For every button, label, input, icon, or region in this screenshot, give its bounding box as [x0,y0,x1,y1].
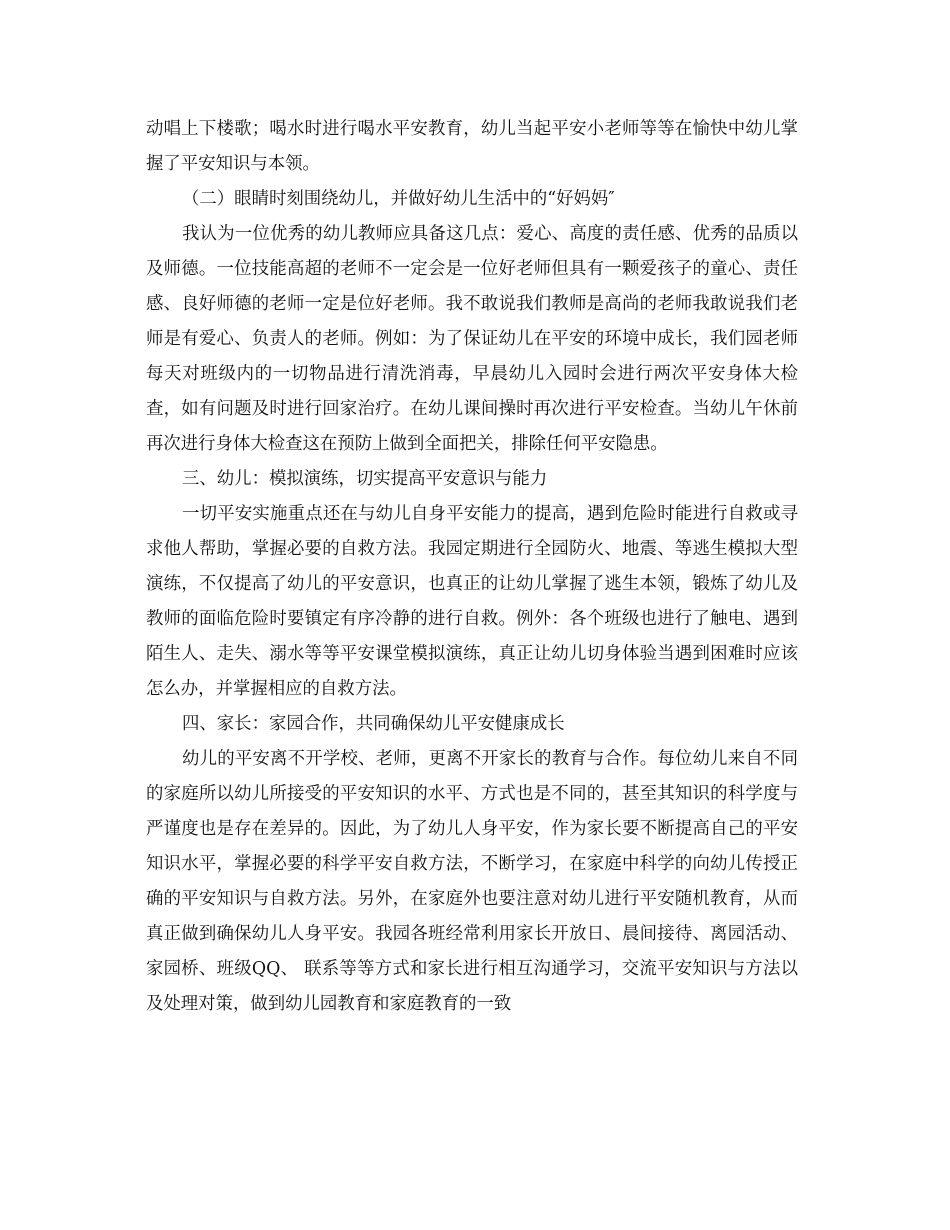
paragraph-drills: 一切平安实施重点还在与幼儿自身平安能力的提高，遇到危险时能进行自救或寻求他人帮助，掌握必要的自救方法。我园定期进行全园防火、地震、等逃生模拟大型演练，不仅提高了幼儿的平安意识，也真正的让幼儿掌握了逃生本领，锻炼了幼儿及教师的面临危险时要镇定有序冷静的进行自救。例外：各个班级也进行了触电、遇到陌生人、走失、溺水等等平安课堂模拟演练，真正让幼儿切身体验当遇到困难时应该怎么办，并掌握相应的自救方法。 [146,504,798,699]
section-heading-four: 四、家长：家园合作，共同确保幼儿平安健康成长 [182,714,565,734]
paragraph-continued: 动唱上下楼歌；喝水时进行喝水平安教育，幼儿当起平安小老师等等在愉快中幼儿掌握了平安知识与本领。 [146,119,798,174]
paragraph-teacher-qualities: 我认为一位优秀的幼儿教师应具备这几点：爱心、高度的责任感、优秀的品质以及师德。一位技能高超的老师不一定会是一位好老师但具有一颗爱孩子的童心、责任感、良好师德的老师一定是位好老师。我不敢说我们教师是高尚的老师我敢说我们老师是有爱心、负责人的老师。例如：为了保证幼儿在平安的环境中成长，我们园老师每天对班级内的一切物品进行清洗消毒，早晨幼儿入园时会进行两次平安身体大检查，如有问题及时进行回家治疗。在幼儿课间操时再次进行平安检查。当幼儿午休前再次进行身体大检查这在预防上做到全面把关，排除任何平安隐患。 [146,224,798,454]
document-body [146,112,798,1022]
section-heading-two: （二）眼睛时刻围绕幼儿，并做好幼儿生活中的“好妈妈″ [182,189,615,209]
paragraph-family-cooperation: 幼儿的平安离不开学校、老师，更离不开家长的教育与合作。每位幼儿来自不同的家庭所以幼儿所接受的平安知识的水平、方式也是不同的，甚至其知识的科学度与严谨度也是存在差异的。因此，为了幼儿人身平安，作为家长要不断提高自己的平安知识水平，掌握必要的科学平安自救方法，不断学习，在家庭中科学的向幼儿传授正确的平安知识与自救方法。另外，在家庭外也要注意对幼儿进行平安随机教育，从而真正做到确保幼儿人身平安。我园各班经常利用家长开放日、晨间接待、离园活动、家园桥、班级QQ、 联系等等方式和家长进行相互沟通学习，交流平安知识与方法以及处理对策，做到幼儿园教育和家庭教育的一致 [146,749,798,1014]
section-heading-three: 三、幼儿：模拟演练，切实提高平安意识与能力 [182,469,548,489]
